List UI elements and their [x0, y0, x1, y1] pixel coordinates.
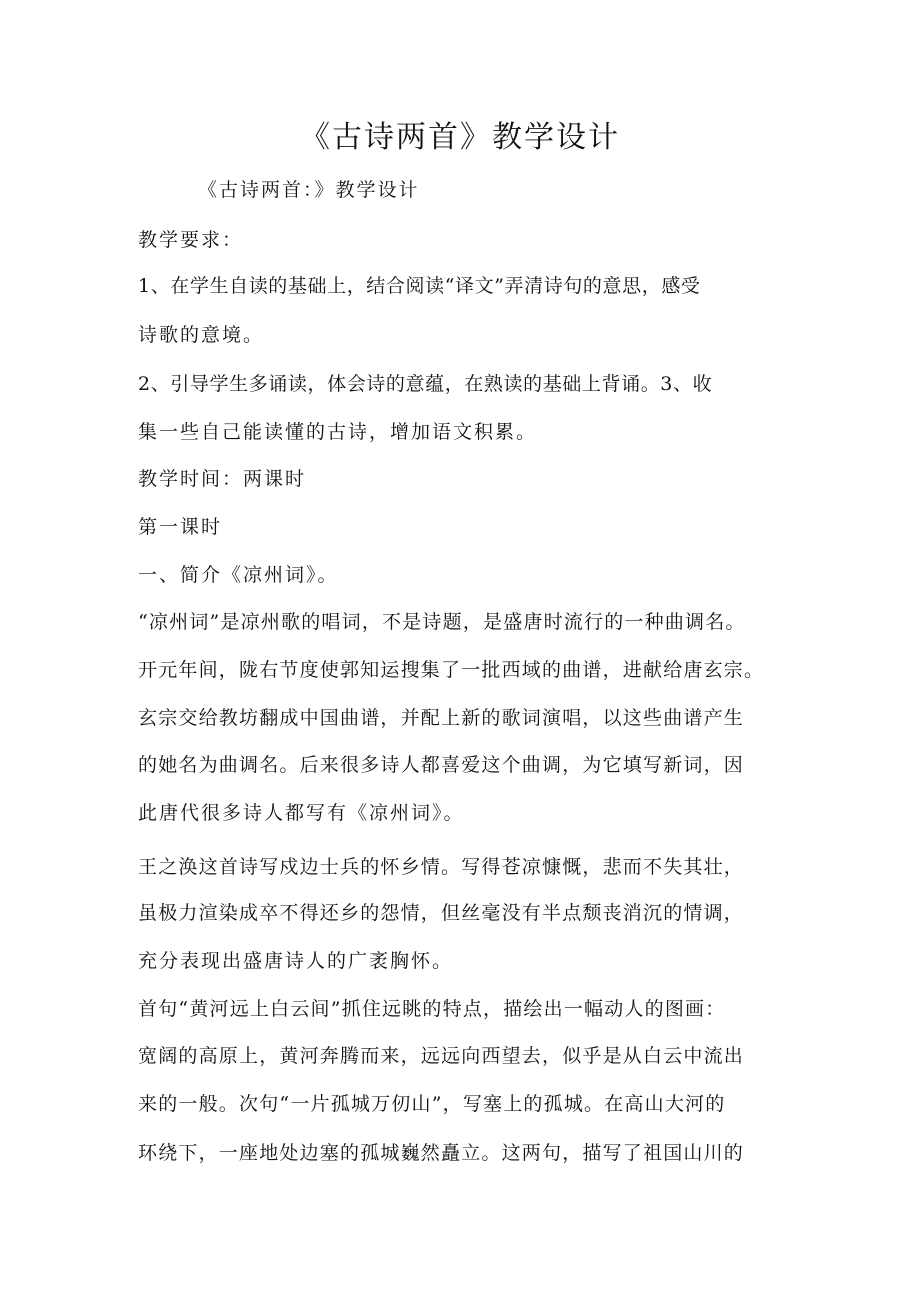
paragraph-line: 一、简介《凉州词》。	[138, 564, 339, 586]
paragraph-line: 教学要求：	[138, 229, 244, 251]
paragraph-line: 此唐代很多诗人都写有《凉州词》。	[138, 802, 465, 824]
paragraph-line: 环绕下，一座地处边塞的孤城巍然矗立。这两句，描写了祖国山川的	[138, 1142, 745, 1164]
paragraph-line: 的她名为曲调名。后来很多诗人都喜爱这个曲调，为它填写新词，因	[138, 754, 745, 776]
paragraph-line: “凉州词”是凉州歌的唱词，不是诗题，是盛唐时流行的一种曲调名。	[138, 611, 746, 633]
paragraph-line: 玄宗交给教坊翻成中国曲谱，并配上新的歌词演唱，以这些曲谱产生	[138, 707, 745, 729]
paragraph-line: 虽极力渲染成卒不得还乡的怨情，但丝毫没有半点颓丧消沉的情调，	[138, 902, 745, 924]
paragraph-line: 集一些自己能读懂的古诗，增加语文积累。	[138, 421, 538, 443]
paragraph-line: 王之涣这首诗写戍边士兵的怀乡情。写得苍凉慷慨，悲而不失其壮，	[138, 856, 745, 878]
paragraph-line: 教学时间：两课时	[138, 468, 307, 490]
paragraph-line: 首句“黄河远上白云间”抓住远眺的特点，描绘出一幅动人的图画：	[138, 998, 726, 1020]
paragraph-line: 第一课时	[138, 516, 223, 538]
paragraph-line: 1、在学生自读的基础上，结合阅读“译文”弄清诗句的意思，感受	[138, 275, 701, 297]
document-subtitle: 《古诗两首：》教学设计	[198, 179, 420, 201]
paragraph-line: 2、引导学生多诵读，体会诗的意蕴，在熟读的基础上背诵。3、收	[138, 373, 713, 395]
paragraph-line: 诗歌的意境。	[138, 324, 265, 346]
paragraph-line: 开元年间，陇右节度使郭知运搜集了一批西域的曲谱，进献给唐玄宗。	[138, 659, 765, 681]
paragraph-line: 来的一般。次句“一片孤城万仞山”，写塞上的孤城。在高山大河的	[138, 1093, 726, 1115]
paragraph-line: 充分表现出盛唐诗人的广袤胸怀。	[138, 950, 454, 972]
document-title: 《古诗两首》教学设计	[300, 120, 620, 155]
paragraph-line: 宽阔的高原上，黄河奔腾而来，远远向西望去，似乎是从白云中流出	[138, 1045, 745, 1067]
